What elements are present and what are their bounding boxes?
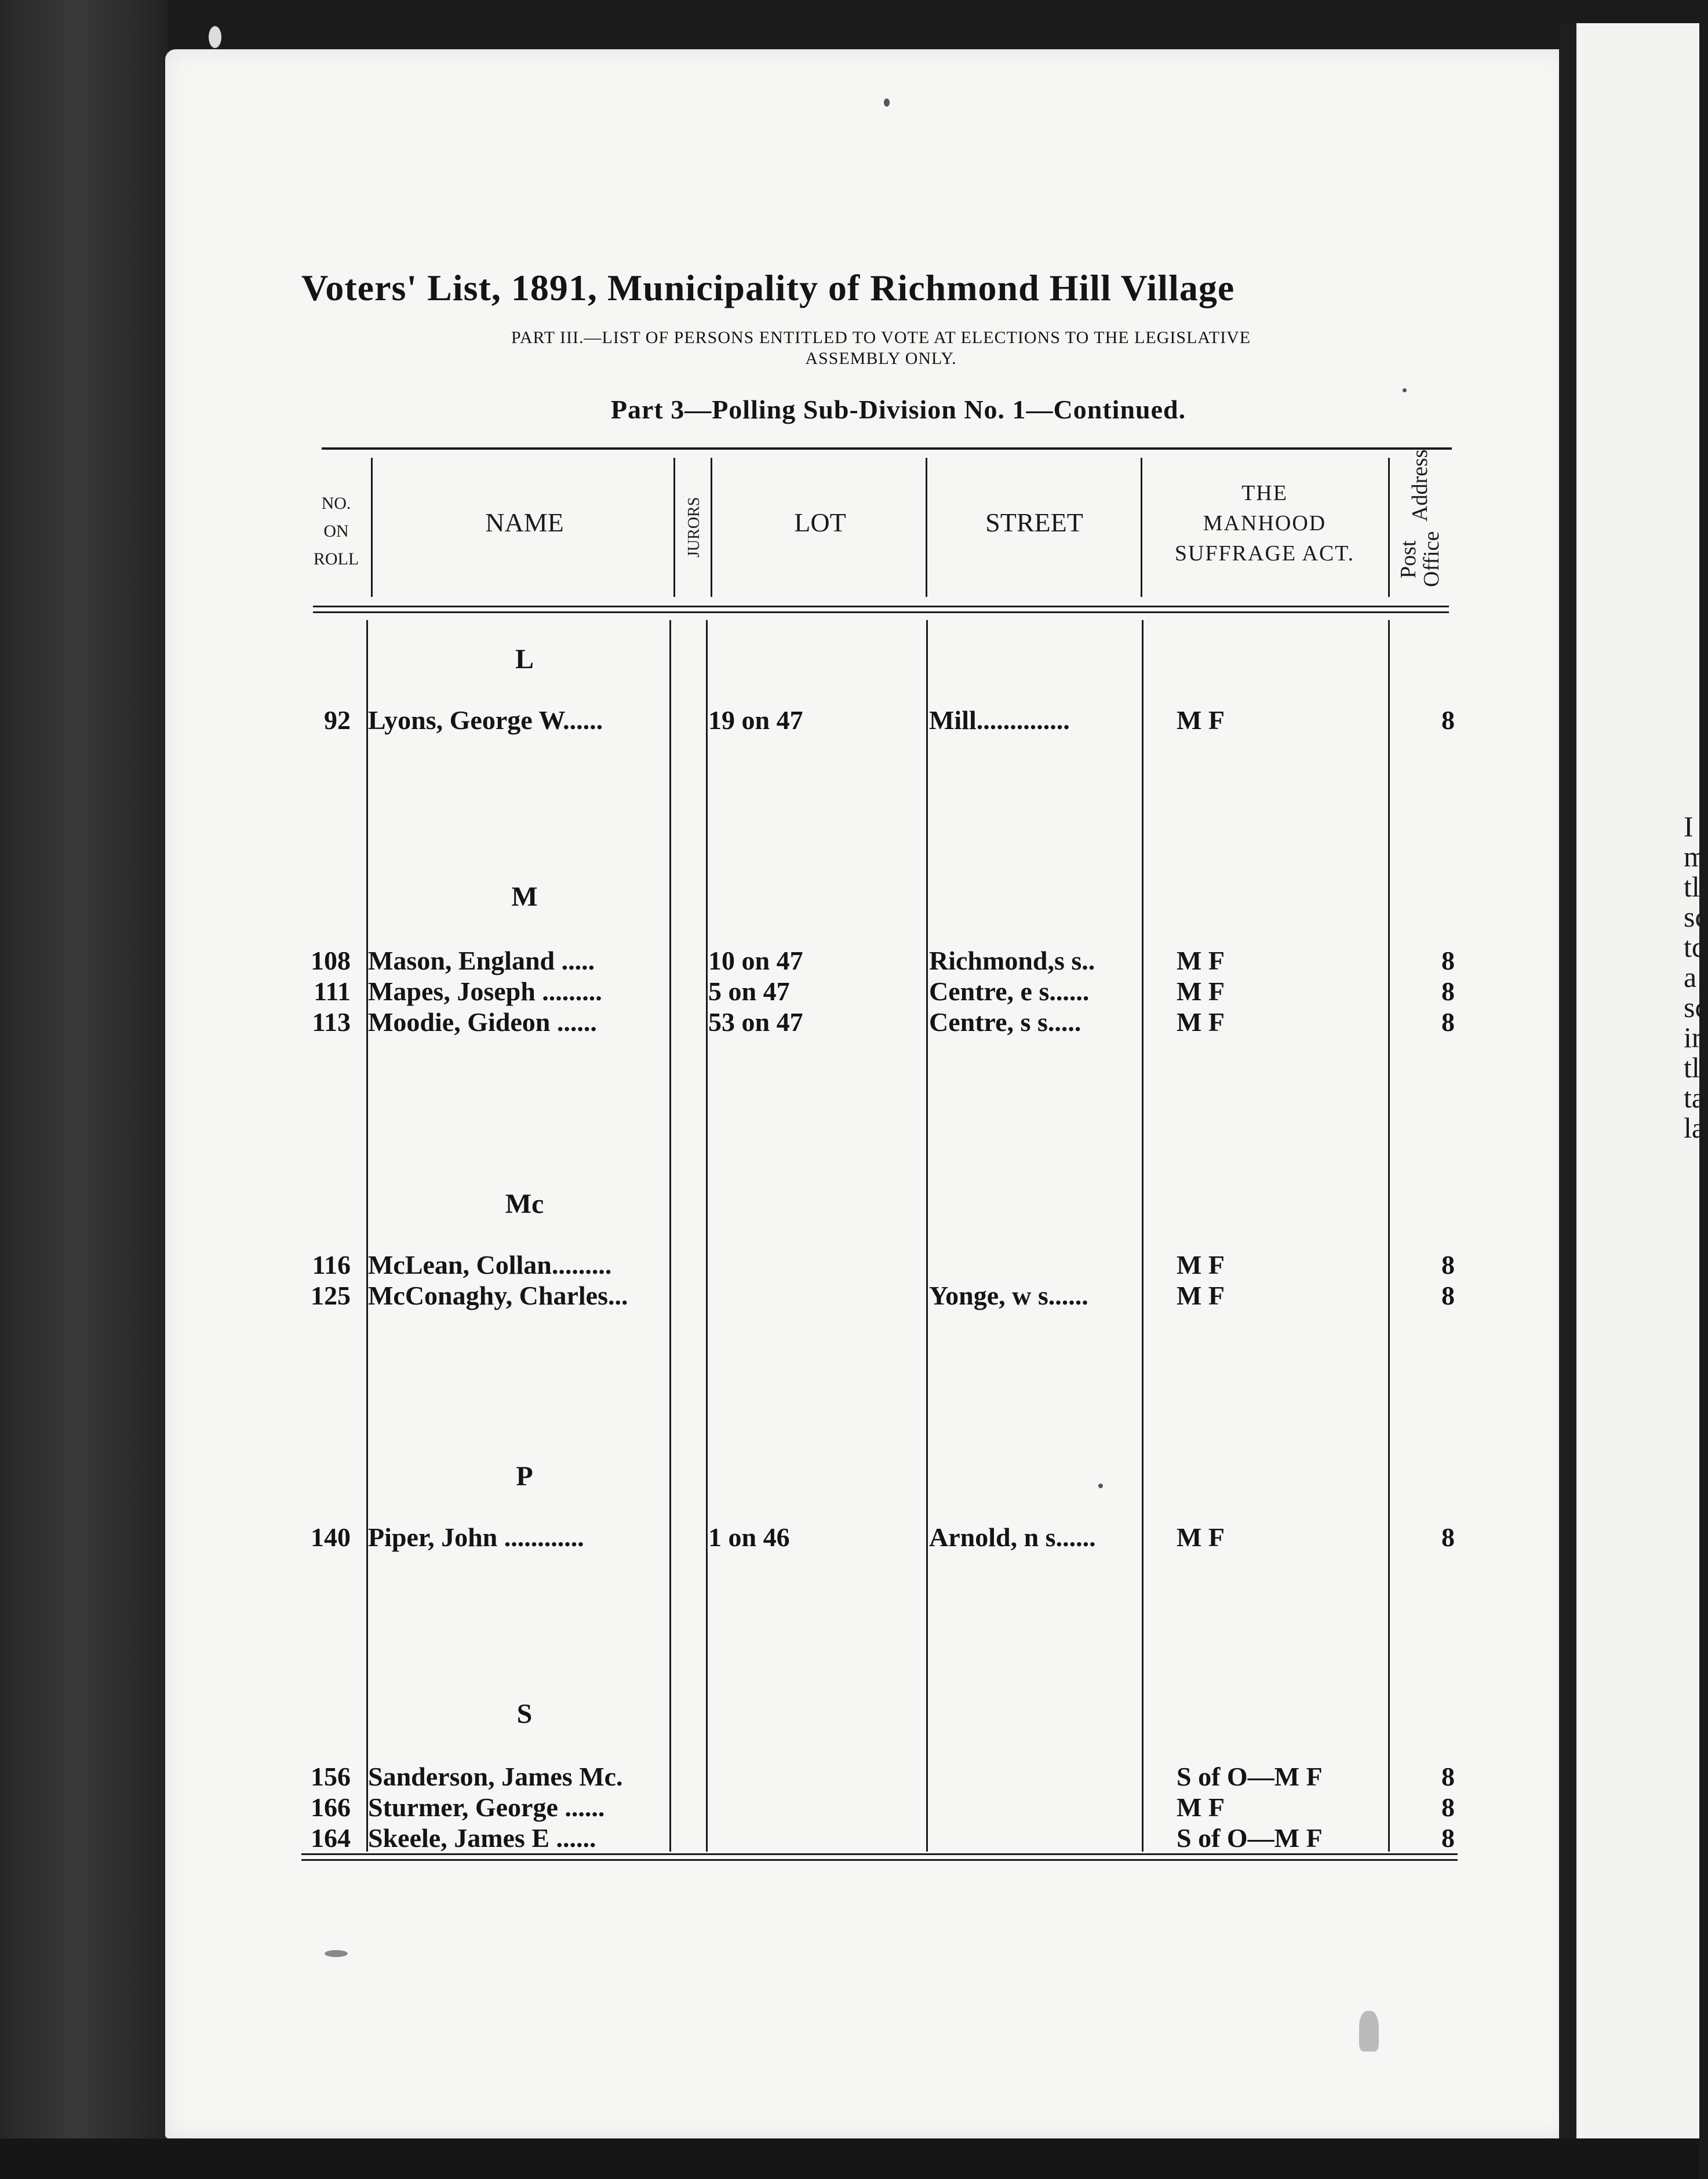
group-letter: S — [516, 1699, 533, 1729]
page-subtitle — [406, 327, 1356, 369]
header-bottom-rule — [313, 611, 1449, 613]
voter-name: Skeele, James E ...... — [368, 1823, 596, 1853]
column-divider — [669, 620, 671, 1852]
column-header-manhood-suffrage-act — [1143, 478, 1386, 569]
roll-number: 111 — [314, 976, 351, 1006]
voter-name: Moodie, Gideon ...... — [368, 1007, 597, 1037]
scan-background-bottom — [0, 2138, 1699, 2179]
voter-name: Lyons, George W...... — [368, 705, 603, 735]
group-letter: L — [515, 644, 534, 675]
header-top-rule — [322, 447, 1452, 450]
subtitle-line: PART III.—LIST OF PERSONS ENTITLED TO VOTE AT ELECTIONS TO THE LEGISLATIVE — [511, 328, 1251, 347]
suffrage-qualification: M F — [1177, 1281, 1225, 1310]
column-header-line: Post Office — [1396, 531, 1444, 587]
column-divider — [706, 620, 708, 1852]
lot — [708, 1761, 923, 1793]
suffrage-qualification: M F — [1177, 1792, 1225, 1822]
voter-name: Piper, John ............ — [368, 1522, 584, 1552]
street — [929, 1249, 1139, 1281]
column-header-name: NAME — [485, 508, 564, 537]
voter-name: McLean, Collan......... — [368, 1250, 612, 1280]
facing-page-fragment: ta — [1684, 1081, 1705, 1114]
column-divider — [1142, 620, 1143, 1852]
post-office-address: 8 — [1441, 976, 1455, 1006]
voter-name: McConaghy, Charles... — [368, 1281, 628, 1310]
column-header-street: STREET — [985, 508, 1083, 537]
facing-page-text — [1684, 811, 1707, 1143]
roll-number: 125 — [311, 1281, 351, 1310]
scan-speck — [209, 26, 221, 48]
lot: 5 on 47 — [708, 976, 790, 1006]
lot — [708, 1280, 923, 1312]
scan-speck — [1098, 1484, 1103, 1488]
facing-page-fragment: tl — [1684, 870, 1700, 903]
scan-speck — [325, 1950, 348, 1957]
lot — [708, 1791, 923, 1824]
subtitle-line: ASSEMBLY ONLY. — [805, 349, 957, 368]
column-header-line: ON — [323, 522, 349, 541]
column-divider — [1141, 458, 1142, 597]
street — [929, 1822, 1139, 1854]
suffrage-qualification: M F — [1177, 1250, 1225, 1280]
table-bottom-rule — [301, 1859, 1458, 1861]
street: Richmond,s s.. — [929, 946, 1095, 975]
street — [929, 1791, 1139, 1824]
group-letter: Mc — [505, 1189, 544, 1219]
column-header-line: THE — [1241, 481, 1288, 505]
lot — [708, 1249, 923, 1281]
roll-number: 156 — [311, 1762, 351, 1791]
post-office-address: 8 — [1441, 705, 1455, 735]
column-divider — [926, 620, 928, 1852]
scan-speck — [1403, 388, 1407, 392]
street: Centre, e s...... — [929, 976, 1090, 1006]
street: Centre, s s..... — [929, 1007, 1081, 1037]
column-divider — [673, 458, 675, 597]
facing-page-fragment: I — [1684, 810, 1694, 843]
scan-background-left — [0, 0, 168, 2179]
roll-number: 166 — [311, 1792, 351, 1822]
post-office-address: 8 — [1441, 1281, 1455, 1310]
facing-page-fragment: sc — [1684, 901, 1708, 933]
suffrage-qualification: S of O—M F — [1177, 1762, 1323, 1791]
post-office-address: 8 — [1441, 1792, 1455, 1822]
part-heading: Part 3—Polling Sub-Division No. 1—Continued. — [610, 395, 1186, 424]
column-header-line: NO. — [321, 494, 351, 513]
roll-number: 164 — [311, 1823, 351, 1853]
facing-page-fragment: ir — [1684, 1021, 1702, 1054]
page-gutter — [1559, 23, 1576, 2138]
lot: 10 on 47 — [708, 946, 803, 975]
header-bottom-rule — [313, 606, 1449, 607]
post-office-address: 8 — [1441, 1522, 1455, 1552]
lot: 19 on 47 — [708, 705, 803, 735]
post-office-address: 8 — [1441, 1823, 1455, 1853]
voter-name: Mapes, Joseph ......... — [368, 976, 602, 1006]
street — [929, 1761, 1139, 1793]
scan-speck — [884, 99, 890, 107]
lot: 53 on 47 — [708, 1007, 803, 1037]
post-office-address: 8 — [1441, 946, 1455, 975]
voter-name: Mason, England ..... — [368, 946, 595, 975]
roll-number: 92 — [324, 705, 351, 735]
facing-page-fragment: a — [1684, 961, 1697, 993]
roll-number: 116 — [312, 1250, 351, 1280]
column-header-jurors: JURORS — [685, 497, 703, 558]
street: Yonge, w s...... — [929, 1281, 1088, 1310]
post-office-address: 8 — [1441, 1250, 1455, 1280]
roll-number: 113 — [312, 1007, 351, 1037]
column-header-line: ROLL — [313, 549, 359, 569]
suffrage-qualification: M F — [1177, 1522, 1225, 1552]
street: Mill.............. — [929, 705, 1070, 735]
scan-speck — [1359, 2011, 1379, 2052]
column-header-line: SUFFRAGE ACT. — [1174, 541, 1355, 566]
facing-page-fragment: la — [1684, 1112, 1705, 1144]
column-divider — [366, 620, 368, 1852]
column-header-line: Address — [1408, 449, 1432, 522]
column-header-no-on-roll — [298, 490, 374, 573]
roll-number: 140 — [311, 1522, 351, 1552]
street: Arnold, n s...... — [929, 1522, 1096, 1552]
post-office-address: 8 — [1441, 1762, 1455, 1791]
facing-page-fragment: sc — [1684, 991, 1708, 1023]
roll-number: 108 — [311, 946, 351, 975]
voter-name: Sanderson, James Mc. — [368, 1762, 623, 1791]
facing-page-fragment: tc — [1684, 931, 1705, 963]
suffrage-qualification: S of O—M F — [1177, 1823, 1323, 1853]
voter-name: Sturmer, George ...... — [368, 1792, 605, 1822]
column-header-post-office-address — [1388, 449, 1452, 597]
suffrage-qualification: M F — [1177, 976, 1225, 1006]
suffrage-qualification: M F — [1177, 946, 1225, 975]
column-header-lot: LOT — [794, 508, 846, 537]
page-title: Voters' List, 1891, Municipality of Richmond Hill Village — [301, 267, 1235, 308]
group-letter: P — [516, 1461, 533, 1492]
facing-page-fragment: tl — [1684, 1051, 1700, 1084]
lot — [708, 1822, 923, 1854]
group-letter: M — [511, 881, 538, 912]
facing-page-fragment: m — [1684, 840, 1706, 873]
lot: 1 on 46 — [708, 1522, 790, 1552]
suffrage-qualification: M F — [1177, 1007, 1225, 1037]
column-header-line: MANHOOD — [1203, 511, 1327, 535]
post-office-address: 8 — [1441, 1007, 1455, 1037]
suffrage-qualification: M F — [1177, 705, 1225, 735]
column-divider — [1388, 620, 1390, 1852]
facing-page — [1565, 23, 1699, 2138]
